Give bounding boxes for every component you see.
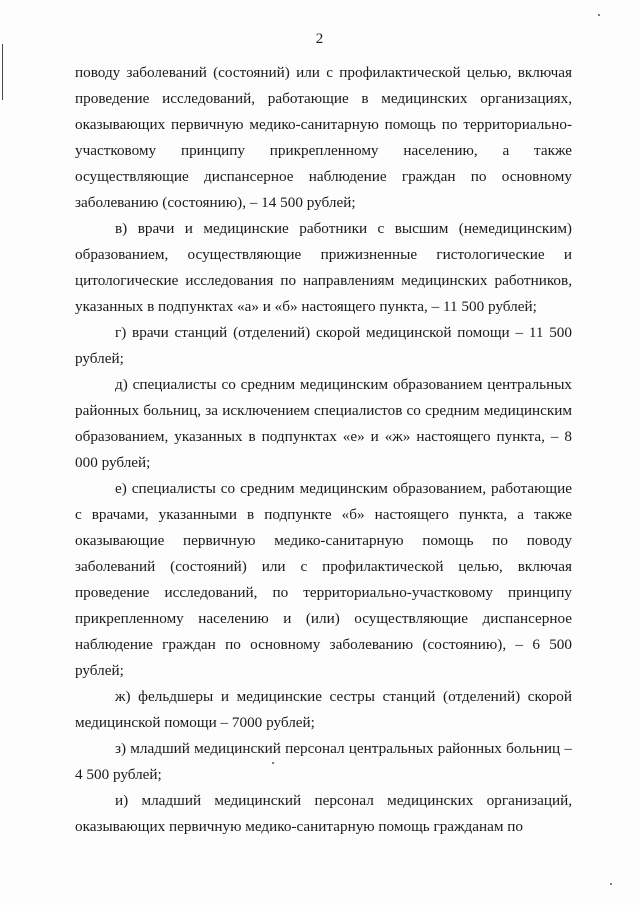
paragraph-item-d: д) специалисты со средним медицинским образованием центральных районных больниц, за исключением специалистов со средним медицинским образованием, указанных в подпунктах «е» и «ж» настоящего пункта, – 8 000 рублей; [75,376,572,471]
document-body [75,60,572,840]
scan-margin-mark [2,44,3,100]
paragraph-continuation: поводу заболеваний (состояний) или с профилактической целью, включая проведение исследований, работающие в медицинских организациях, оказывающих первичную медико-санитарную помощь по территориально-участковому принципу прикрепленному населению, а также осуществляющие диспансерное наблюдение граждан по основному заболеванию (состоянию), – 14 500 рублей; [75,64,572,211]
paragraph-item-zh: ж) фельдшеры и медицинские сестры станций (отделений) скорой медицинской помощи – 7000 рублей; [75,688,572,731]
paragraph-item-i: и) младший медицинский персонал медицинских организаций, оказывающих первичную медико-санитарную помощь гражданам по [75,792,572,835]
paragraph-item-e: е) специалисты со средним медицинским образованием, работающие с врачами, указанными в подпункте «б» настоящего пункта, а также оказывающие первичную медико-санитарную помощь по поводу заболеваний (состояний) или с профилактической целью, включая проведение исследований, по территориально-участковому принципу прикрепленному населению и (или) осуществляющие диспансерное наблюдение граждан по основному заболеванию (состоянию), – 6 500 рублей; [75,480,572,679]
page-number: 2 [315,31,324,47]
paragraph-item-z: з) младший медицинский персонал центральных районных больниц – 4 500 рублей; [75,740,572,783]
paragraph-item-g: г) врачи станций (отделений) скорой медицинской помощи – 11 500 рублей; [75,324,572,367]
scan-speck [610,883,612,885]
paragraph-item-v: в) врачи и медицинские работники с высшим (немедицинским) образованием, осуществляющие прижизненные гистологические и цитологические исследования по направлениям медицинских работников, указанных в подпунктах «а» и «б» настоящего пункта, – 11 500 рублей; [75,220,572,315]
scan-speck [598,14,600,16]
